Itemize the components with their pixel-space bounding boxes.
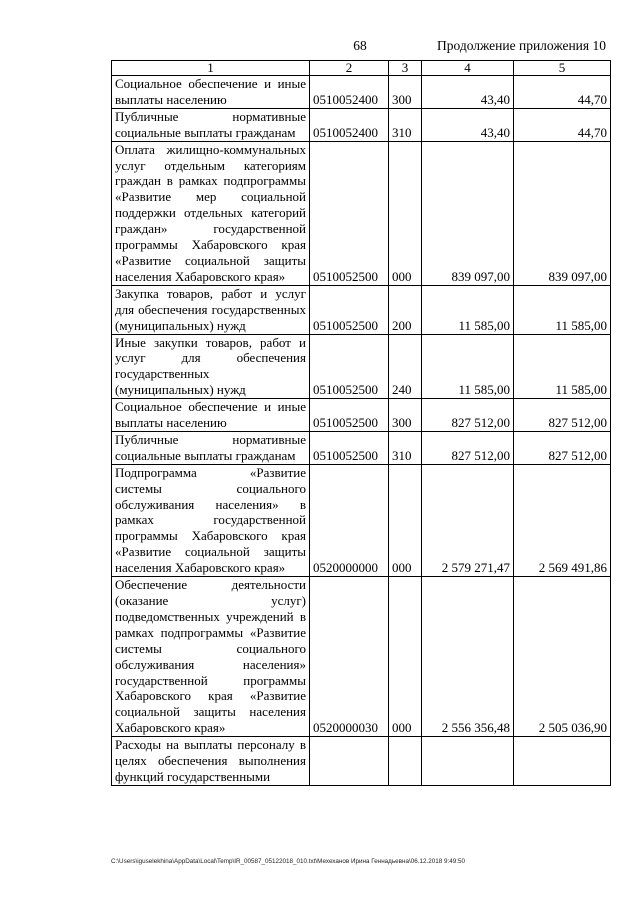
expense-type-code: 240 [389, 334, 422, 399]
amount-year-1: 839 097,00 [422, 141, 514, 285]
column-number-3: 3 [389, 61, 422, 76]
column-number-row [112, 61, 611, 76]
amount-year-2: 839 097,00 [514, 141, 611, 285]
table-row [112, 334, 611, 399]
amount-year-2: 2 505 036,90 [514, 577, 611, 737]
table-row [112, 141, 611, 285]
target-article-code: 0510052500 [310, 399, 389, 432]
amount-year-2: 11 585,00 [514, 285, 611, 334]
amount-year-2: 827 512,00 [514, 399, 611, 432]
amount-year-2: 44,70 [514, 108, 611, 141]
table-row [112, 285, 611, 334]
amount-year-1: 2 579 271,47 [422, 464, 514, 576]
expense-type-code: 000 [389, 464, 422, 576]
expense-type-code: 310 [389, 431, 422, 464]
table-row [112, 76, 611, 109]
expense-type-code: 000 [389, 141, 422, 285]
appendix-continuation-label: Продолжение приложения 10 [436, 38, 606, 53]
column-number-2: 2 [310, 61, 389, 76]
amount-year-1: 43,40 [422, 108, 514, 141]
row-name: Обеспечение деятельности (оказание услуг) подведомственных учреждений в рамках подпрограммы «Развитие системы социального обслуживания населения» государственной программы Хабаровского края «Развитие социальной защиты населения Хабаровского края» [112, 577, 310, 737]
expense-type-code: 200 [389, 285, 422, 334]
column-number-1: 1 [112, 61, 310, 76]
target-article-code: 0510052500 [310, 141, 389, 285]
expense-type-code: 000 [389, 577, 422, 737]
column-number-5: 5 [514, 61, 611, 76]
target-article-code: 0520000000 [310, 464, 389, 576]
amount-year-2: 44,70 [514, 76, 611, 109]
row-name: Публичные нормативные социальные выплаты гражданам [112, 431, 310, 464]
amount-year-2 [514, 737, 611, 786]
file-path-footer: C:\Users\iguselekhina\AppData\Local\Temp\IR_00587_05122018_010.txt\Мехеханов Ирина Геннадьевна\06.12.2018 9:49:50 [111, 858, 465, 865]
target-article-code [310, 737, 389, 786]
table-row [112, 108, 611, 141]
table-row [112, 737, 611, 786]
amount-year-2: 11 585,00 [514, 334, 611, 399]
table-row [112, 577, 611, 737]
budget-table [111, 60, 611, 786]
table-row [112, 464, 611, 576]
row-name: Оплата жилищно-коммунальных услуг отдельным категориям граждан в рамках подпрограммы «Развитие мер социальной поддержки отдельных категорий граждан» государственной программы Хабаровского края «Развитие социальной защиты населения Хабаровского края» [112, 141, 310, 285]
amount-year-1 [422, 737, 514, 786]
amount-year-1: 11 585,00 [422, 285, 514, 334]
column-number-4: 4 [422, 61, 514, 76]
target-article-code: 0510052500 [310, 334, 389, 399]
amount-year-2: 827 512,00 [514, 431, 611, 464]
amount-year-1: 43,40 [422, 76, 514, 109]
expense-type-code [389, 737, 422, 786]
amount-year-1: 827 512,00 [422, 399, 514, 432]
target-article-code: 0510052500 [310, 431, 389, 464]
row-name: Социальное обеспечение и иные выплаты населению [112, 399, 310, 432]
amount-year-1: 2 556 356,48 [422, 577, 514, 737]
page-number: 68 [353, 38, 367, 53]
row-name: Иные закупки товаров, работ и услуг для обеспечения государственных (муниципальных) нужд [112, 334, 310, 399]
expense-type-code: 310 [389, 108, 422, 141]
row-name: Публичные нормативные социальные выплаты гражданам [112, 108, 310, 141]
target-article-code: 0510052400 [310, 108, 389, 141]
row-name: Подпрограмма «Развитие системы социального обслуживания населения» в рамках государственной программы Хабаровского края «Развитие социальной защиты населения Хабаровского края» [112, 464, 310, 576]
expense-type-code: 300 [389, 399, 422, 432]
row-name: Социальное обеспечение и иные выплаты населению [112, 76, 310, 109]
target-article-code: 0510052400 [310, 76, 389, 109]
table-row [112, 399, 611, 432]
expense-type-code: 300 [389, 76, 422, 109]
target-article-code: 0510052500 [310, 285, 389, 334]
amount-year-1: 827 512,00 [422, 431, 514, 464]
amount-year-1: 11 585,00 [422, 334, 514, 399]
amount-year-2: 2 569 491,86 [514, 464, 611, 576]
row-name: Расходы на выплаты персоналу в целях обеспечения выполнения функций государственными [112, 737, 310, 786]
table-row [112, 431, 611, 464]
row-name: Закупка товаров, работ и услуг для обеспечения государственных (муниципальных) нужд [112, 285, 310, 334]
target-article-code: 0520000030 [310, 577, 389, 737]
